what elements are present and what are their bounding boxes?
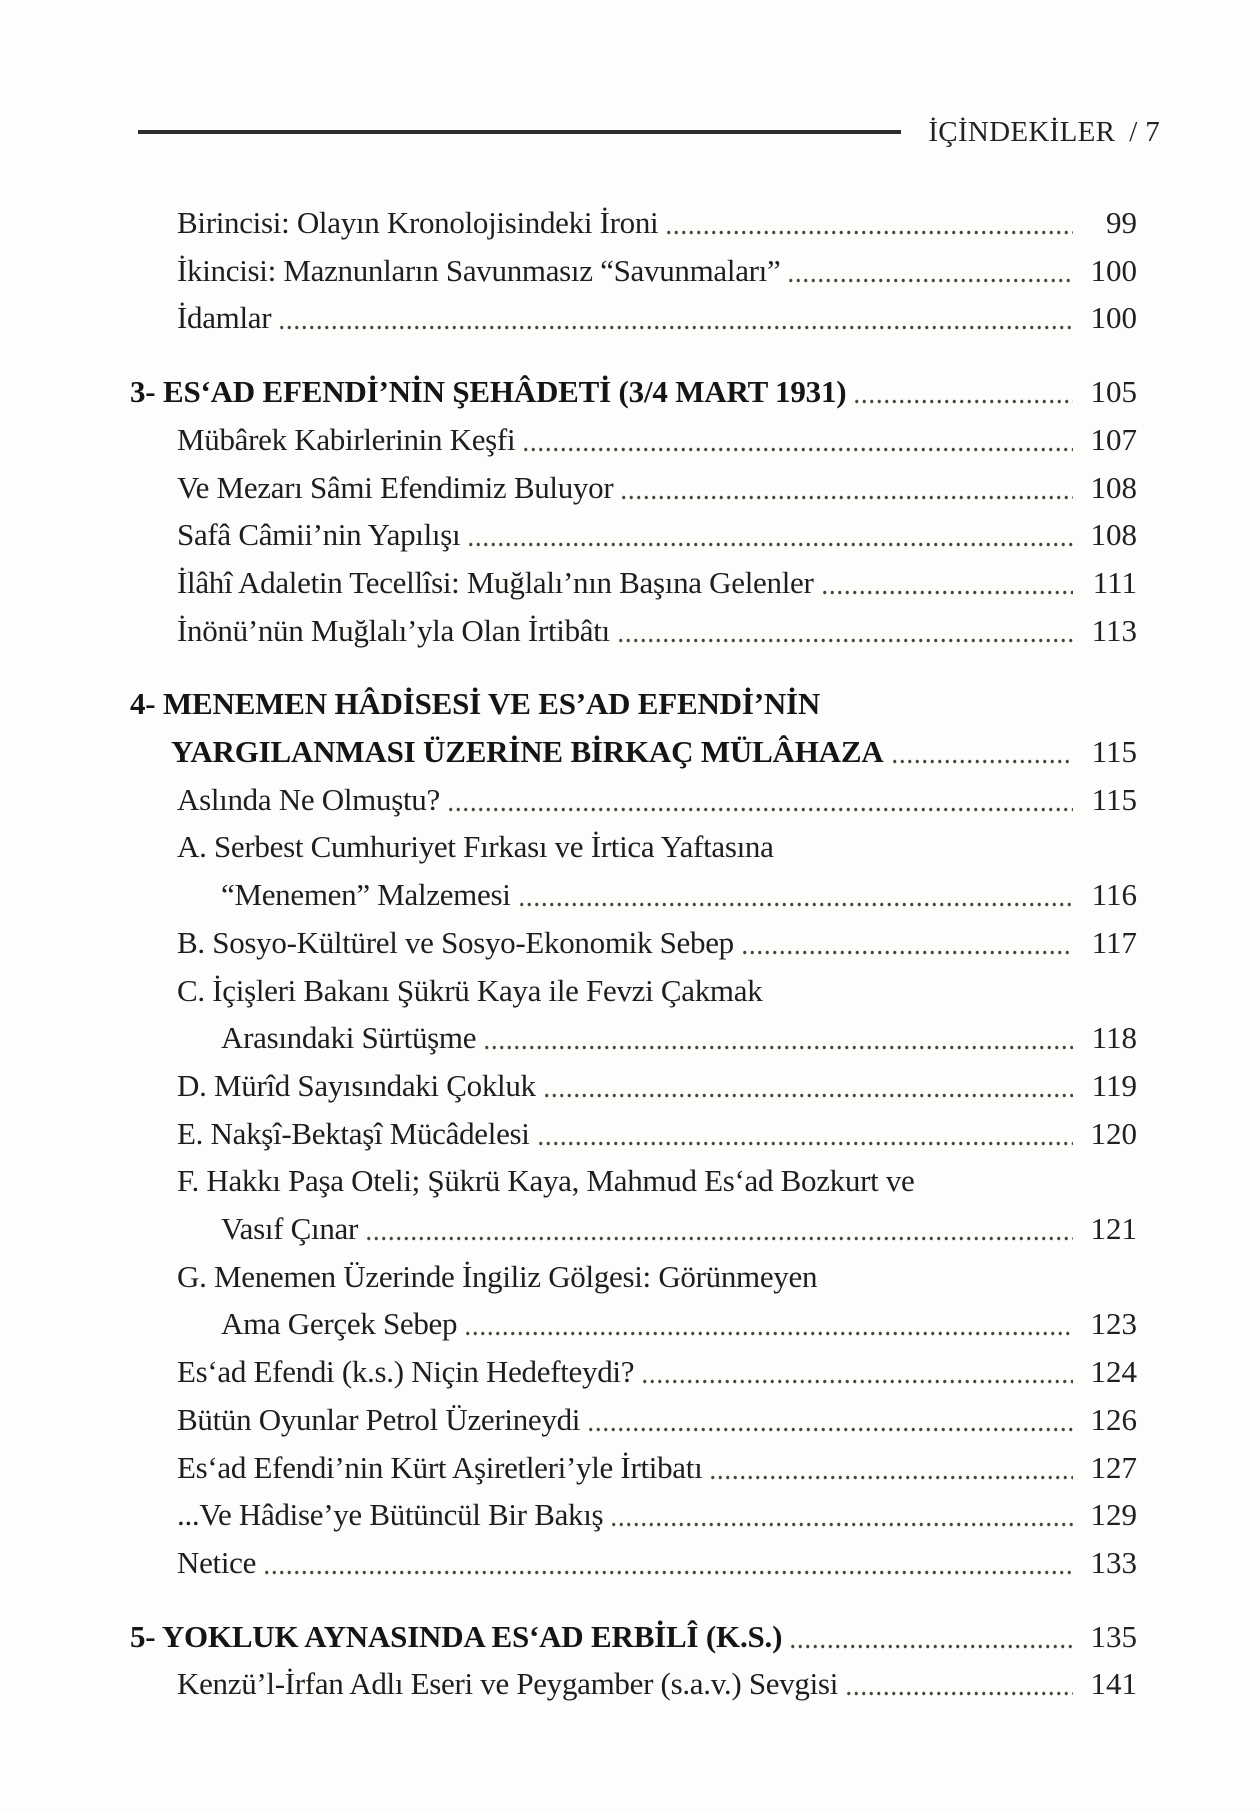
- toc-entry-row: [130, 1062, 1137, 1110]
- page-title: İÇİNDEKİLER: [928, 116, 1116, 148]
- toc-entry-title: “Menemen” Malzemesi: [221, 877, 511, 913]
- dot-leader: [543, 1062, 1073, 1110]
- page-number: 119: [1091, 1067, 1137, 1103]
- dot-leader: [467, 511, 1073, 559]
- header-text: [928, 111, 1160, 153]
- page-number: 121: [1090, 1211, 1137, 1247]
- toc-entry-row: [130, 823, 1137, 871]
- toc-entry-row: [130, 1491, 1137, 1539]
- toc-entry-title: İnönü’nün Muğlalı’yla Olan İrtibâtı: [177, 612, 610, 648]
- page-number: 133: [1090, 1544, 1137, 1580]
- toc-entry-row: [130, 919, 1137, 967]
- toc-entry-row: [130, 1660, 1137, 1708]
- page-number: 100: [1090, 300, 1137, 336]
- toc: [130, 199, 1137, 1708]
- toc-entry-title: Vasıf Çınar: [221, 1211, 359, 1247]
- toc-entry-title: Ama Gerçek Sebep: [221, 1306, 458, 1342]
- dot-leader: [537, 1110, 1073, 1158]
- page-number: 111: [1092, 564, 1137, 600]
- page-number: 118: [1091, 1020, 1137, 1056]
- toc-entry-title: A. Serbest Cumhuriyet Fırkası ve İrtica Yaftasına: [177, 829, 774, 865]
- toc-entry-row: [130, 559, 1137, 607]
- page-number: 108: [1090, 517, 1137, 553]
- toc-entry-title: İlâhî Adaletin Tecellîsi: Muğlalı’nın Başına Gelenler: [177, 564, 814, 600]
- toc-entry-title: Bütün Oyunlar Petrol Üzerineydi: [177, 1401, 581, 1437]
- toc-entry-row: [130, 1348, 1137, 1396]
- toc-entry-title: Kenzü’l-İrfan Adlı Eseri ve Peygamber (s.a.v.) Sevgisi: [177, 1666, 839, 1702]
- toc-entry-row: [130, 511, 1137, 559]
- dot-leader: [641, 1348, 1073, 1396]
- page-number: 129: [1090, 1497, 1137, 1533]
- page-number: 113: [1091, 612, 1137, 648]
- toc-entry-title: F. Hakkı Paşa Oteli; Şükrü Kaya, Mahmud Es‘ad Bozkurt ve: [177, 1163, 915, 1199]
- toc-entry-title: Arasındaki Sürtüşme: [221, 1020, 477, 1056]
- page-number: 107: [1090, 421, 1137, 457]
- page-number: 117: [1091, 924, 1137, 960]
- toc-entry-title: İdamlar: [177, 300, 272, 336]
- page-number: 115: [1091, 734, 1137, 770]
- dot-leader: [464, 1300, 1073, 1348]
- toc-entry-row: [130, 1253, 1137, 1301]
- toc-entry-title: B. Sosyo-Kültürel ve Sosyo-Ekonomik Sebep: [177, 924, 734, 960]
- dot-leader: [821, 559, 1074, 607]
- dot-leader: [709, 1444, 1073, 1492]
- toc-entry-title: Birincisi: Olayın Kronolojisindeki İroni: [177, 205, 659, 240]
- dot-leader: [891, 728, 1074, 776]
- toc-entry-row: [130, 464, 1137, 512]
- toc-entry-title: G. Menemen Üzerinde İngiliz Gölgesi: Görünmeyen: [177, 1258, 818, 1294]
- page-number: 126: [1090, 1401, 1137, 1437]
- toc-entry-row: [130, 776, 1137, 824]
- toc-entry-title: Mübârek Kabirlerinin Keşfi: [177, 421, 516, 457]
- toc-entry-title: Es‘ad Efendi’nin Kürt Aşiretleri’yle İrtibatı: [177, 1449, 703, 1485]
- page-number: 127: [1090, 1449, 1137, 1485]
- dot-leader: [665, 199, 1073, 247]
- page-header: [138, 111, 1160, 153]
- dot-leader: [845, 1660, 1073, 1708]
- page-number: 105: [1090, 374, 1137, 410]
- page-number: 135: [1090, 1618, 1137, 1654]
- toc-entry-row: [130, 199, 1137, 247]
- toc-entry-title: 4- MENEMEN HÂDİSESİ VE ES’AD EFENDİ’NİN: [130, 686, 821, 722]
- toc-entry-row: [130, 1444, 1137, 1492]
- toc-section-row: [130, 1613, 1137, 1661]
- dot-leader: [620, 464, 1073, 512]
- toc-entry-title: 3- ES‘AD EFENDİ’NİN ŞEHÂDETİ (3/4 MART 1931): [130, 374, 847, 410]
- page-number: 120: [1090, 1115, 1137, 1151]
- header-rule: [138, 130, 901, 134]
- toc-entry-row: [130, 1396, 1137, 1444]
- toc-entry-row: [130, 967, 1137, 1015]
- toc-entry-title: ...Ve Hâdise’ye Bütüncül Bir Bakış: [177, 1497, 604, 1533]
- dot-leader: [483, 1014, 1073, 1062]
- toc-entry-row: [130, 1110, 1137, 1158]
- toc-entry-title: İkincisi: Maznunların Savunmasız “Savunmaları”: [177, 252, 781, 288]
- page-number: 108: [1090, 469, 1137, 505]
- dot-leader: [263, 1539, 1073, 1587]
- toc-entry-title: Es‘ad Efendi (k.s.) Niçin Hedefteydi?: [177, 1354, 635, 1390]
- toc-entry-title: Aslında Ne Olmuştu?: [177, 781, 440, 817]
- toc-entry-row: [130, 247, 1137, 295]
- toc-entry-row: [130, 1539, 1137, 1587]
- toc-section-row: [130, 368, 1137, 416]
- toc-entry-title: C. İçişleri Bakanı Şükrü Kaya ile Fevzi Çakmak: [177, 972, 763, 1008]
- toc-entry-row: [130, 1014, 1137, 1062]
- dot-leader: [741, 919, 1073, 967]
- page-number: 116: [1091, 877, 1137, 913]
- toc-entry-row: [130, 416, 1137, 464]
- toc-entry-title: YARGILANMASI ÜZERİNE BİRKAÇ MÜLÂHAZA: [171, 734, 884, 770]
- dot-leader: [789, 1613, 1073, 1661]
- toc-section-row: [130, 728, 1137, 776]
- toc-entry-title: E. Nakşî-Bektaşî Mücâdelesi: [177, 1115, 530, 1151]
- dot-leader: [278, 294, 1073, 342]
- page-number: 100: [1090, 252, 1137, 288]
- dot-leader: [522, 416, 1073, 464]
- dot-leader: [518, 871, 1073, 919]
- toc-entry-row: [130, 871, 1137, 919]
- dot-leader: [787, 247, 1073, 295]
- dot-leader: [587, 1396, 1073, 1444]
- page-number: 99: [1106, 205, 1137, 240]
- toc-entry-title: 5- YOKLUK AYNASINDA ES‘AD ERBİLÎ (K.S.): [130, 1618, 783, 1654]
- page-number: 124: [1090, 1354, 1137, 1390]
- header-page-number: / 7: [1129, 116, 1160, 148]
- toc-entry-title: Safâ Câmii’nin Yapılışı: [177, 517, 461, 553]
- page-number: 115: [1091, 781, 1137, 817]
- dot-leader: [447, 776, 1073, 824]
- dot-leader: [853, 368, 1073, 416]
- toc-entry-row: [130, 294, 1137, 342]
- dot-leader: [365, 1205, 1073, 1253]
- toc-entry-row: [130, 1205, 1137, 1253]
- toc-entry-row: [130, 607, 1137, 655]
- toc-entry-row: [130, 1300, 1137, 1348]
- toc-entry-title: D. Mürîd Sayısındaki Çokluk: [177, 1067, 536, 1103]
- toc-entry-title: Ve Mezarı Sâmi Efendimiz Buluyor: [177, 469, 614, 505]
- page-number: 141: [1090, 1666, 1137, 1702]
- dot-leader: [610, 1491, 1073, 1539]
- page-number: 123: [1090, 1306, 1137, 1342]
- toc-section-row: [130, 680, 1137, 728]
- toc-entry-row: [130, 1157, 1137, 1205]
- toc-entry-title: Netice: [177, 1544, 257, 1580]
- dot-leader: [617, 607, 1073, 655]
